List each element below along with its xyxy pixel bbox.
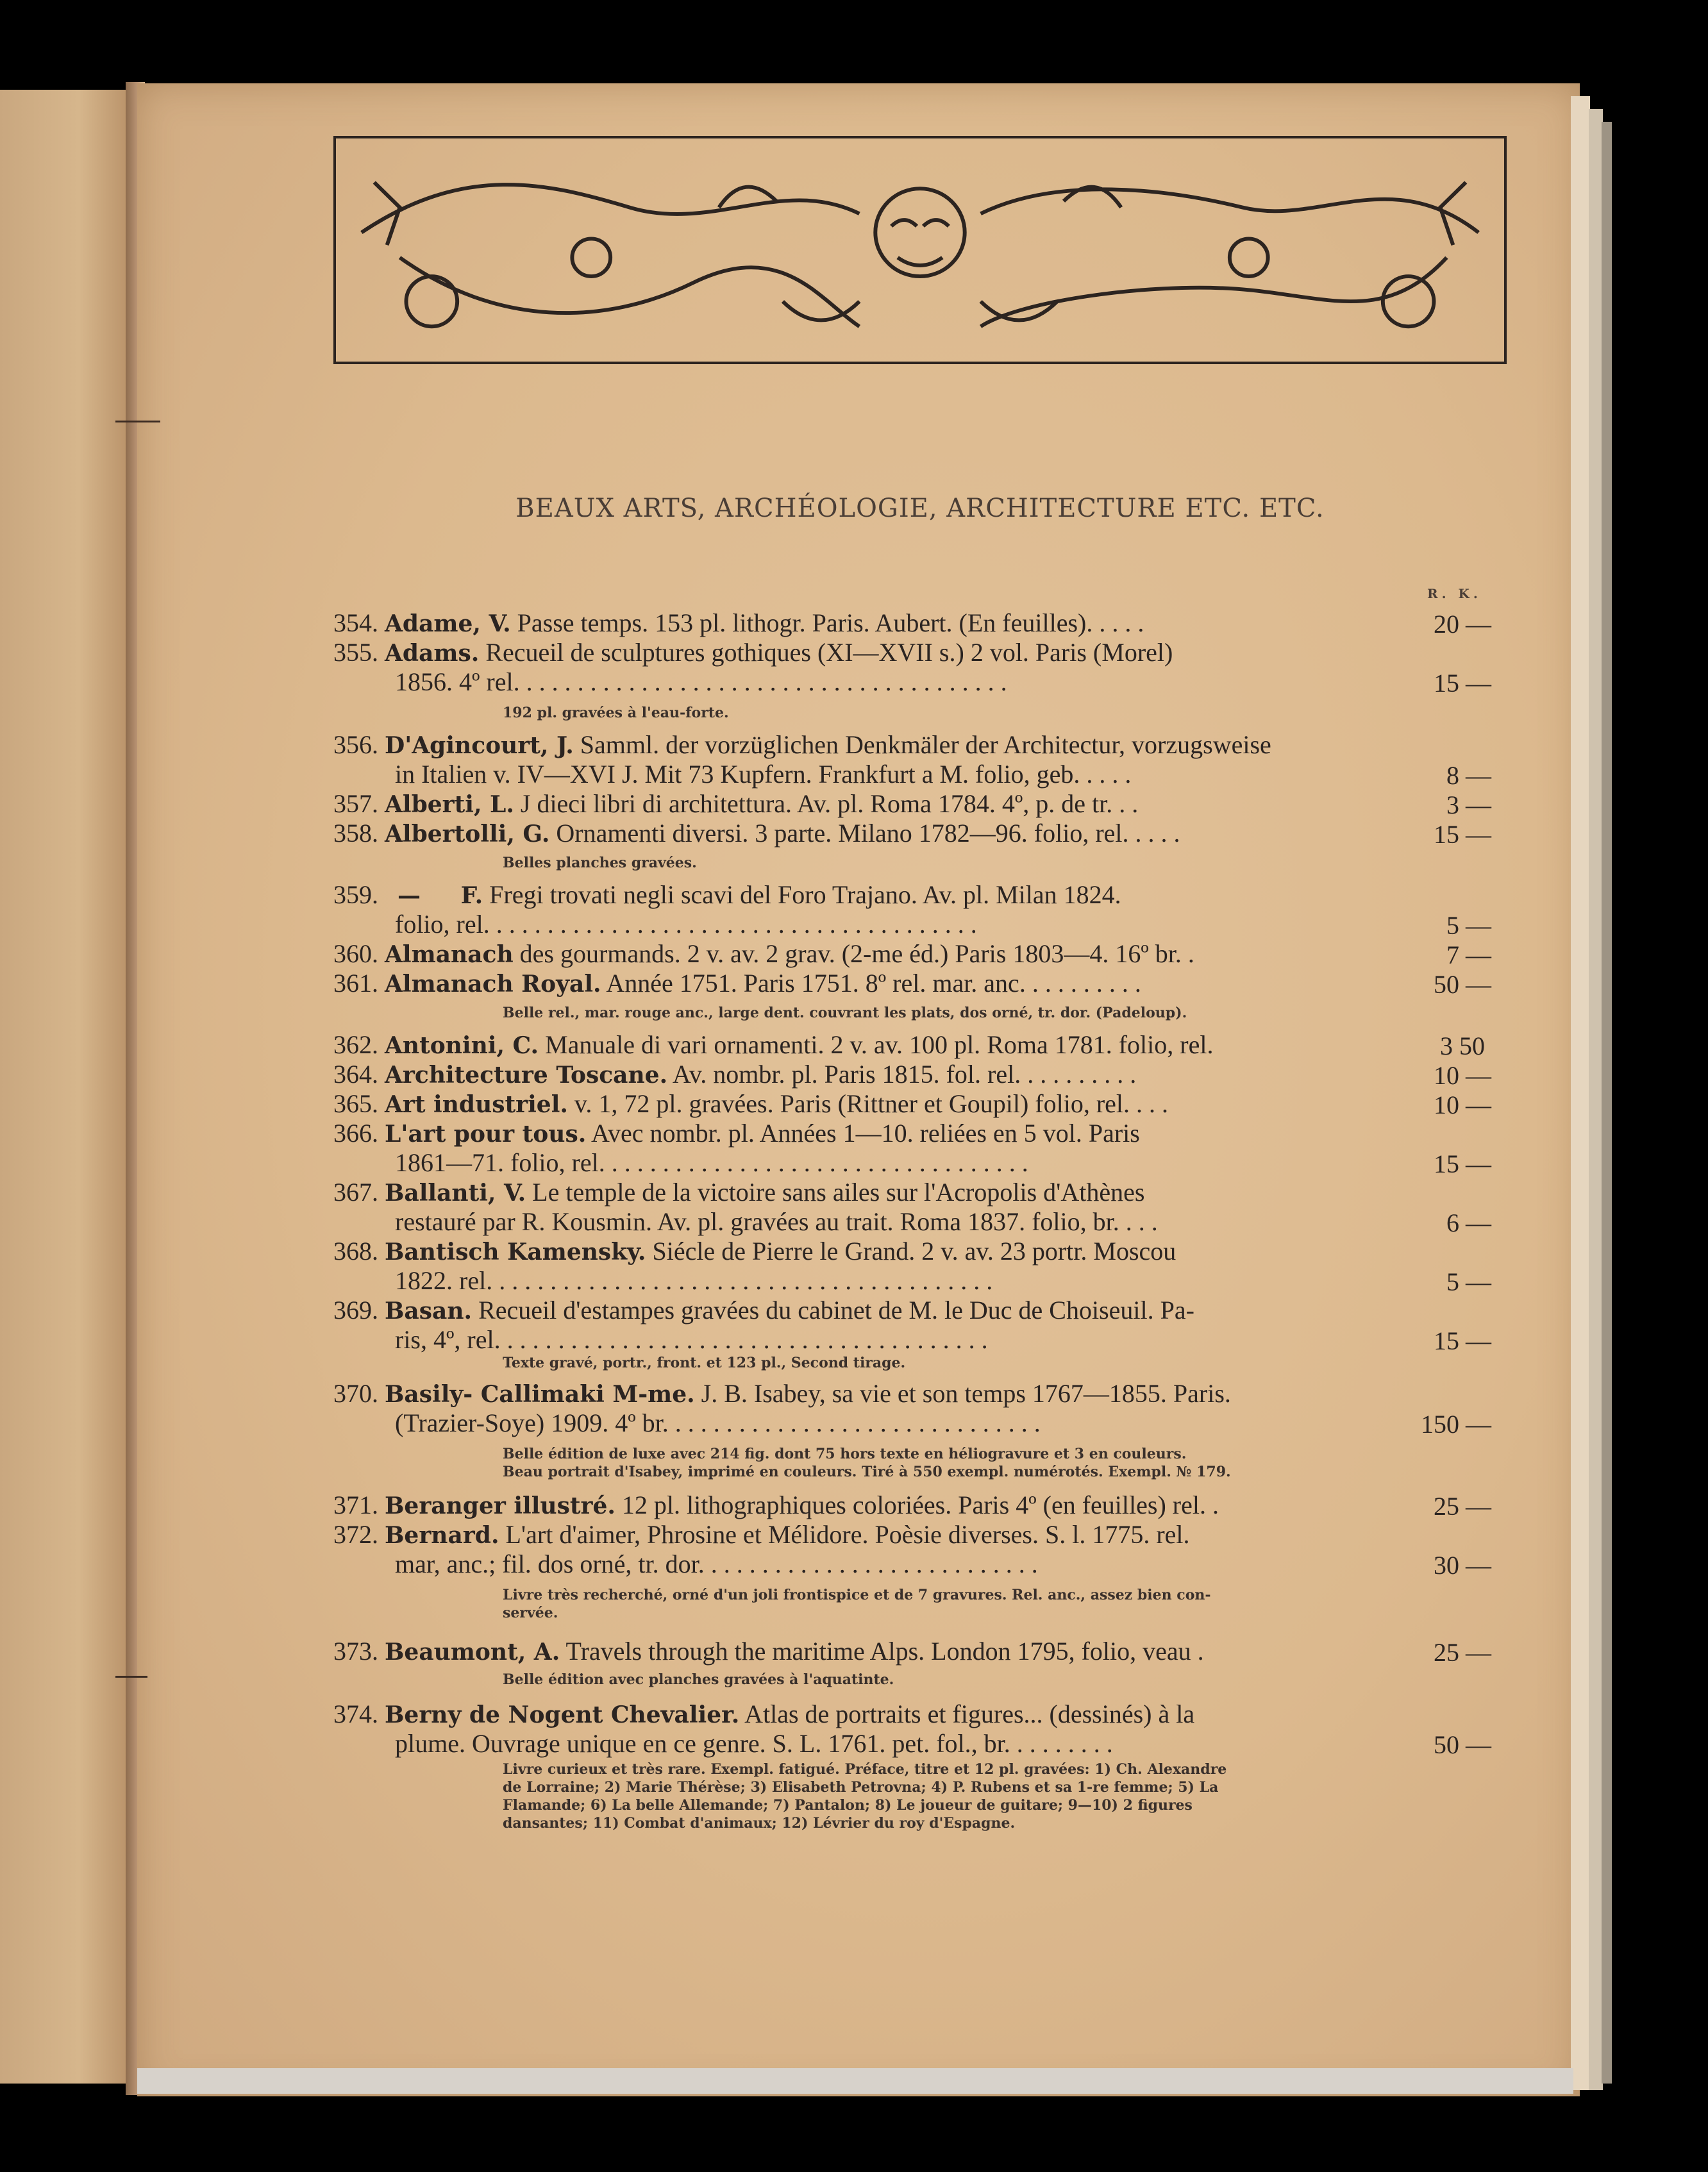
entry-price: 50 — — [1434, 970, 1491, 999]
entry-price: 5 — — [1446, 1267, 1491, 1296]
entry-price: 20 — — [1434, 610, 1491, 639]
entry-continuation: folio, rel. . . . . . . . . . . . . . . . . . . . . . . . . . . . . . . . . . . . . . . — [395, 910, 977, 939]
entry-price: 10 — — [1434, 1090, 1491, 1119]
catalogue-entry-370: 370. Basily- Callimaki M-me. J. B. Isabey, sa vie et son temps 1767—1855. Paris. — [333, 1379, 1231, 1408]
entry-price: 5 — — [1446, 911, 1491, 940]
page-edge — [1589, 109, 1603, 2090]
catalogue-entry-372: 372. Bernard. L'art d'aimer, Phrosine et Mélidore. Poèsie diverses. S. l. 1775. rel. — [333, 1520, 1190, 1549]
binding-stitch — [115, 421, 160, 422]
page-edge — [1602, 122, 1612, 2084]
catalogue-entry-357: 357. Alberti, L. J dieci libri di architettura. Av. pl. Roma 1784. 4º, p. de tr. . . — [333, 789, 1139, 818]
entry-note: Belles planches gravées. — [503, 855, 697, 871]
entry-continuation: restauré par R. Kousmin. Av. pl. gravées au trait. Roma 1837. folio, br. . . . — [395, 1207, 1158, 1236]
catalogue-entry-354: 354. Adame, V. Passe temps. 153 pl. lithogr. Paris. Aubert. (En feuilles). . . . . — [333, 608, 1144, 637]
entry-note: de Lorraine; 2) Marie Thérèse; 3) Elisabeth Petrovna; 4) P. Rubens et sa 1-re femme; 5) La — [503, 1779, 1219, 1796]
catalogue-entry-371: 371. Beranger illustré. 12 pl. lithographiques coloriées. Paris 4º (en feuilles) rel. . — [333, 1491, 1219, 1519]
entry-note: servée. — [503, 1605, 558, 1621]
section-heading: BEAUX ARTS, ARCHÉOLOGIE, ARCHITECTURE ETC. ETC. — [515, 494, 1325, 523]
catalogue-entry-369: 369. Basan. Recueil d'estampes gravées du cabinet de M. le Duc de Choiseuil. Pa- — [333, 1296, 1194, 1324]
entry-continuation: 1856. 4º rel. . . . . . . . . . . . . . . . . . . . . . . . . . . . . . . . . . . . . . . — [395, 667, 1007, 696]
entry-note: Flamande; 6) La belle Allemande; 7) Pantalon; 8) Le joueur de guitare; 9—10) 2 figures — [503, 1797, 1193, 1814]
catalogue-entry-368: 368. Bantisch Kamensky. Siécle de Pierre le Grand. 2 v. av. 23 portr. Moscou — [333, 1237, 1176, 1266]
page-bottom-edge — [137, 2068, 1573, 2094]
catalogue-entry-365: 365. Art industriel. v. 1, 72 pl. gravées. Paris (Rittner et Goupil) folio, rel. . . . — [333, 1089, 1169, 1118]
entry-note: Belle édition avec planches gravées à l'aquatinte. — [503, 1671, 894, 1688]
entry-price: 15 — — [1434, 669, 1491, 698]
entry-price: 150 — — [1421, 1410, 1491, 1439]
catalogue-entry-364: 364. Architecture Toscane. Av. nombr. pl. Paris 1815. fol. rel. . . . . . . . . . — [333, 1060, 1137, 1089]
entry-price: 10 — — [1434, 1061, 1491, 1090]
entry-price: 15 — — [1434, 1149, 1491, 1178]
entry-price: 6 — — [1446, 1208, 1491, 1237]
entry-continuation: mar, anc.; fil. dos orné, tr. dor. . . . . . . . . . . . . . . . . . . . . . . . . . . — [395, 1550, 1038, 1578]
entry-continuation: 1861—71. folio, rel. . . . . . . . . . . . . . . . . . . . . . . . . . . . . . . . . . — [395, 1148, 1028, 1177]
catalogue-entry-374: 374. Berny de Nogent Chevalier. Atlas de portraits et figures... (dessinés) à la — [333, 1700, 1195, 1728]
catalogue-entry-362: 362. Antonini, C. Manuale di vari ornamenti. 2 v. av. 100 pl. Roma 1781. folio, rel. — [333, 1030, 1214, 1059]
left-page — [0, 90, 131, 2084]
catalogue-entry-356: 356. D'Agincourt, J. Samml. der vorzüglichen Denkmäler der Architectur, vorzugsweise — [333, 730, 1271, 759]
catalogue-entry-359: 359. — F. Fregi trovati negli scavi del Foro Trajano. Av. pl. Milan 1824. — [333, 880, 1121, 909]
entry-price: 15 — — [1434, 820, 1491, 849]
entry-price: 3 — — [1446, 790, 1491, 819]
entry-price: 30 — — [1434, 1551, 1491, 1580]
entry-note: dansantes; 11) Combat d'animaux; 12) Lévrier du roy d'Espagne. — [503, 1815, 1016, 1832]
entry-note: Beau portrait d'Isabey, imprimé en couleurs. Tiré à 550 exempl. numérotés. Exempl. № 179. — [503, 1464, 1231, 1480]
entry-continuation: plume. Ouvrage unique en ce genre. S. L. 1761. pet. fol., br. . . . . . . . . — [395, 1729, 1113, 1758]
entry-price: 3 50 — [1440, 1032, 1485, 1060]
catalogue-entry-360: 360. Almanach des gourmands. 2 v. av. 2 grav. (2-me éd.) Paris 1803—4. 16º br. . — [333, 939, 1194, 968]
ornamental-header-banner — [333, 136, 1507, 364]
catalogue-entry-358: 358. Albertolli, G. Ornamenti diversi. 3 parte. Milano 1782—96. folio, rel. . . . . — [333, 819, 1180, 848]
catalogue-entry-366: 366. L'art pour tous. Avec nombr. pl. Années 1—10. reliées en 5 vol. Paris — [333, 1119, 1140, 1148]
entry-note: Belle rel., mar. rouge anc., large dent. couvrant les plats, dos orné, tr. dor. (Padeloup). — [503, 1005, 1187, 1021]
entry-price: 25 — — [1434, 1638, 1491, 1667]
entry-continuation: ris, 4º, rel. . . . . . . . . . . . . . . . . . . . . . . . . . . . . . . . . . . . . . . — [395, 1325, 988, 1354]
catalogue-entry-361: 361. Almanach Royal. Année 1751. Paris 1751. 8º rel. mar. anc. . . . . . . . . . — [333, 969, 1141, 998]
entry-price: 15 — — [1434, 1326, 1491, 1355]
entry-note: 192 pl. gravées à l'eau-forte. — [503, 705, 729, 721]
entry-price: 7 — — [1446, 940, 1491, 969]
catalogue-entry-373: 373. Beaumont, A. Travels through the maritime Alps. London 1795, folio, veau . — [333, 1637, 1204, 1666]
entry-note: Livre très recherché, orné d'un joli frontispice et de 7 gravures. Rel. anc., assez bien con- — [503, 1587, 1211, 1603]
page-edge — [1571, 96, 1590, 2090]
entry-continuation: in Italien v. IV—XVI J. Mit 73 Kupfern. Frankfurt a M. folio, geb. . . . . — [395, 760, 1132, 789]
entry-continuation: 1822. rel. . . . . . . . . . . . . . . . . . . . . . . . . . . . . . . . . . . . . . . . — [395, 1266, 993, 1295]
entry-continuation: (Trazier-Soye) 1909. 4º br. . . . . . . . . . . . . . . . . . . . . . . . . . . . . . — [395, 1408, 1041, 1437]
binding-stitch — [115, 1676, 147, 1678]
catalogue-entry-355: 355. Adams. Recueil de sculptures gothiques (XI—XVII s.) 2 vol. Paris (Morel) — [333, 638, 1173, 667]
price-columns-header: R. K. — [1427, 586, 1482, 601]
entry-price: 25 — — [1434, 1492, 1491, 1521]
entry-price: 8 — — [1446, 761, 1491, 790]
entry-note: Belle édition de luxe avec 214 fig. dont 75 hors texte en héliogravure et 3 en couleurs. — [503, 1446, 1187, 1462]
catalogue-entry-367: 367. Ballanti, V. Le temple de la victoire sans ailes sur l'Acropolis d'Athènes — [333, 1178, 1145, 1207]
entry-note: Texte gravé, portr., front. et 123 pl., Second tirage. — [503, 1355, 906, 1371]
entry-price: 50 — — [1434, 1730, 1491, 1759]
entry-note: Livre curieux et très rare. Exempl. fatigué. Préface, titre et 12 pl. gravées: 1) Ch. Alexandre — [503, 1761, 1227, 1778]
